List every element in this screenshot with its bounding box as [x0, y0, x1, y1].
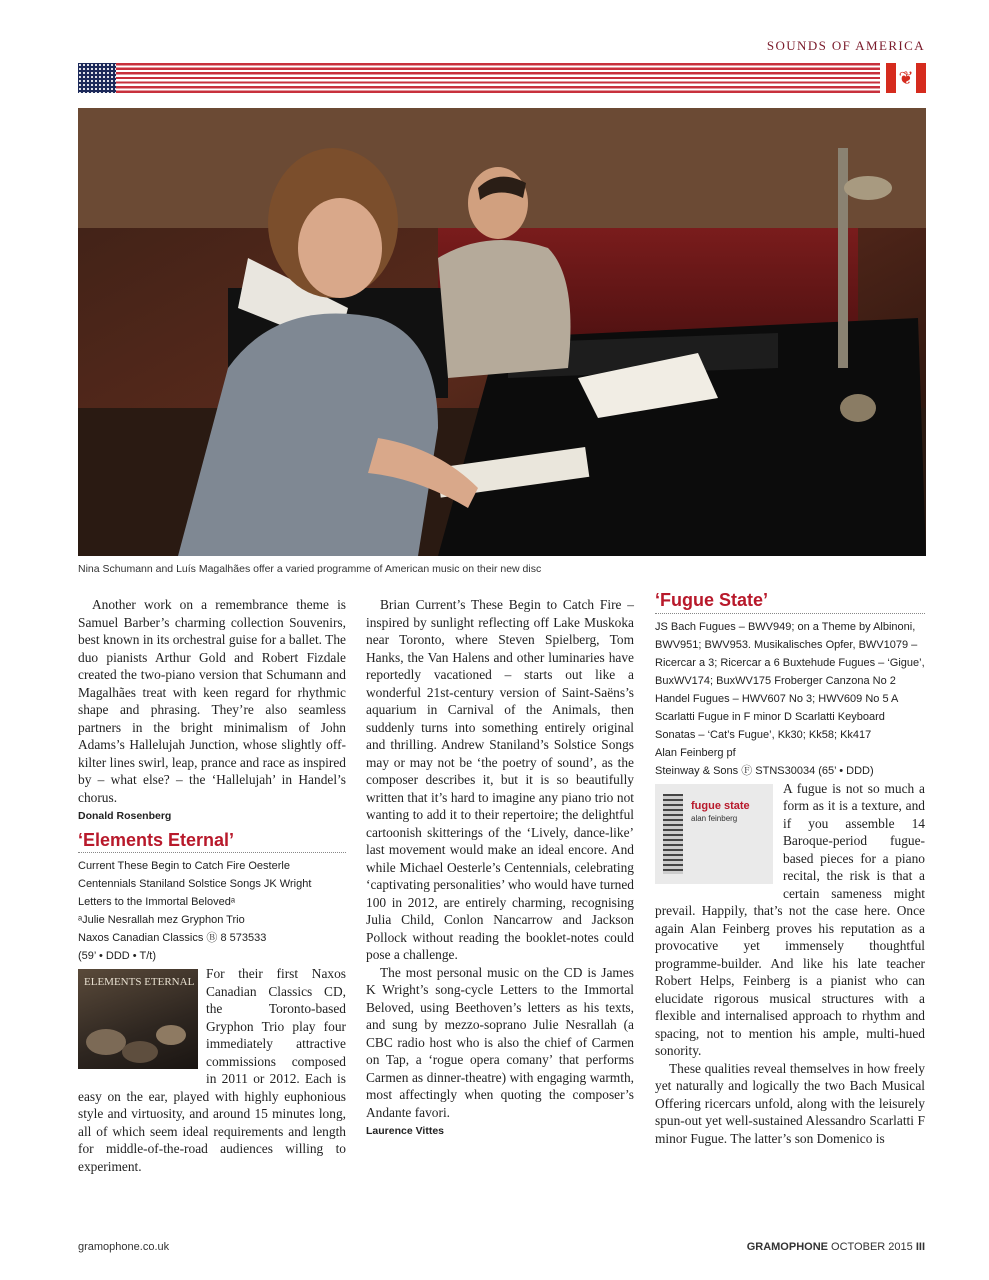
- canada-flag-icon: ❦: [886, 63, 926, 93]
- photo-caption: Nina Schumann and Luís Magalhães offer a varied programme of American music on their new disc: [78, 563, 542, 575]
- footer-website: gramophone.co.uk: [78, 1241, 170, 1253]
- byline-rosenberg: Donald Rosenberg: [78, 810, 172, 822]
- review-title-fugue-state: ‘Fugue State’: [655, 592, 925, 614]
- footer-issue: OCTOBER 2015: [831, 1241, 913, 1253]
- album-details-line4: (59’ • DDD • T/t): [78, 950, 156, 962]
- fugue-details-line3: Steinway & Sons Ⓕ STNS30034 (65’ • DDD): [655, 764, 874, 777]
- us-flag-stripes: [116, 63, 880, 93]
- us-flag-canton-icon: [78, 63, 116, 93]
- fugue-cover-title: fugue state: [691, 799, 750, 812]
- album-cover-title: ELEMENTS ETERNAL: [84, 976, 195, 988]
- column-2: [366, 596, 634, 1141]
- section-label: SOUNDS OF AMERICA: [766, 38, 925, 53]
- fugue-cover-artist: alan feinberg: [691, 813, 738, 823]
- album-details-line2: ᵃJulie Nesrallah mez Gryphon Trio: [78, 914, 245, 926]
- review-title-elements-eternal: ‘Elements Eternal’: [78, 832, 346, 854]
- album-cover-fugue-state: [655, 784, 773, 884]
- album-details-line3: Naxos Canadian Classics Ⓑ 8 573533: [78, 932, 267, 944]
- column-1: [78, 596, 346, 1175]
- current-paragraph: Brian Current’s These Begin to Catch Fire – inspired by sunlight reflecting off Lake Muskoka near Toronto, where Steven Spielberg, Tom Hanks, the Van Halens and other luminaries have reportedly vacationed – starts out like a wonderful 21st-century version of Saint-Saëns’s aquarium in Carnival of the Animals, then suddenly turns into something entirely original and thrilling. Andrew Staniland’s Solstice Songs may or may not be ‘the poetry of sound’, as the composer describes it, but it is so beautifully written that it’s hard to imagine any piano trio not wanting to add it to their repertoire; the delightful cartoonish skitterings of the ‘Lively, dance-like’ last movement would make an ideal encore. And while Michael Oesterle’s Centennials, celebrating ‘captivating personalities’ who would have turned 100 in 2012, are entirely charming, recognising Julia Child, Conlon Nancarrow and Jackson Pollock without reading the booklet-notes could pose a challenge.: [366, 597, 634, 962]
- footer-magazine-info: [747, 1241, 925, 1253]
- pianists-photo: [78, 108, 926, 556]
- fugue-details-line1: JS Bach Fugues – BWV949; on a Theme by Albinoni, BWV951; BWV953. Musikalisches Opfer, BWV1079 – Ricercar a 3; Ricercar a 6 Buxtehude Fugues – ‘Gigue’, BuxWV174; BuxWV175 Froberger Canzona No 2 Handel Fugues – HWV607 No 3; HWV609 No 5 A Scarlatti Fugue in F minor D Scarlatti Keyboard Sonatas – ‘Cat’s Fugue’, Kk30; Kk58; Kk417: [655, 620, 925, 741]
- gryphon-paragraph: For their first Naxos Canadian Classics CD, the Toronto-based Gryphon Trio play four immediately attractive commissions composed in 2011 or 2012. Each is easy on the ear, played with highly euphonious style and virtuosity, and around 15 minutes long, all of which seem ideal requirements and length for middle-of-the-road audiences willing to experiment.: [78, 966, 346, 1174]
- fugue-paragraph2: These qualities reveal themselves in how freely yet naturally and logically the two Bach Musical Offering ricercars unfold, along with the leisurely spun-out yet well-sustained Alessandro Scarlatti F minor Fugue. The latter’s son Domenico is: [655, 1060, 925, 1146]
- album-cover-elements-eternal: [78, 969, 198, 1069]
- footer-magazine-name: GRAMOPHONE: [746, 1241, 828, 1253]
- fugue-details-line2: Alan Feinberg pf: [655, 746, 736, 759]
- flag-banner: [78, 63, 926, 93]
- fugue-paragraph1: A fugue is not so much a form as it is a texture, and if you assemble 14 Baroque-period fugue-based pieces for a piano recital, the risk is that a certain sameness might prevail. Happily, that’s not the case here. Once again Alan Feinberg proves his reputation as a provocative yet immensely thoughtful programme-builder. And like his late teacher Robert Helps, Feinberg is a pianist who can elucidate rigorous musical structures with a flexible and internalised approach to rhythm and spacing, not to mention his ample, multi-hued sonority.: [655, 780, 925, 1058]
- byline-vittes: Laurence Vittes: [366, 1125, 445, 1137]
- wright-paragraph: The most personal music on the CD is James K Wright’s song-cycle Letters to the Immortal Beloved, using Beethoven’s letters as his texts, and sung by mezzo-soprano Julie Nesrallah (a CBC radio host who is also the chief of Carmen on Tap, a ‘rogue opera comany’ that performs Carmen as dinner-theatre) with engaging warmth, most affectingly when quoting the composer’s Andante favori.: [366, 964, 634, 1120]
- pianists-photo-image: [78, 108, 926, 556]
- column-3: [655, 590, 925, 1147]
- footer-page-number: III: [915, 1241, 925, 1253]
- album-details-line1: Current These Begin to Catch Fire Oesterle Centennials Staniland Solstice Songs JK Wright Letters to the Immortal Belovedᵃ: [78, 860, 312, 908]
- barber-paragraph: Another work on a remembrance theme is Samuel Barber’s charming collection Souvenirs, best known in its orchestral guise for a ballet. The duo pianists Arthur Gold and Robert Fizdale created the two-piano version that Schumann and Magalhães treat with keen regard for rhythmic shape and phrasing. They’re also seamless partners in the bright minimalism of John Adams’s Hallelujah Junction, whose slightly off-kilter lines swirl, leap, prance and race as inspired by – what else? – the ‘Hallelujah’ in Handel’s chorus.: [78, 597, 346, 805]
